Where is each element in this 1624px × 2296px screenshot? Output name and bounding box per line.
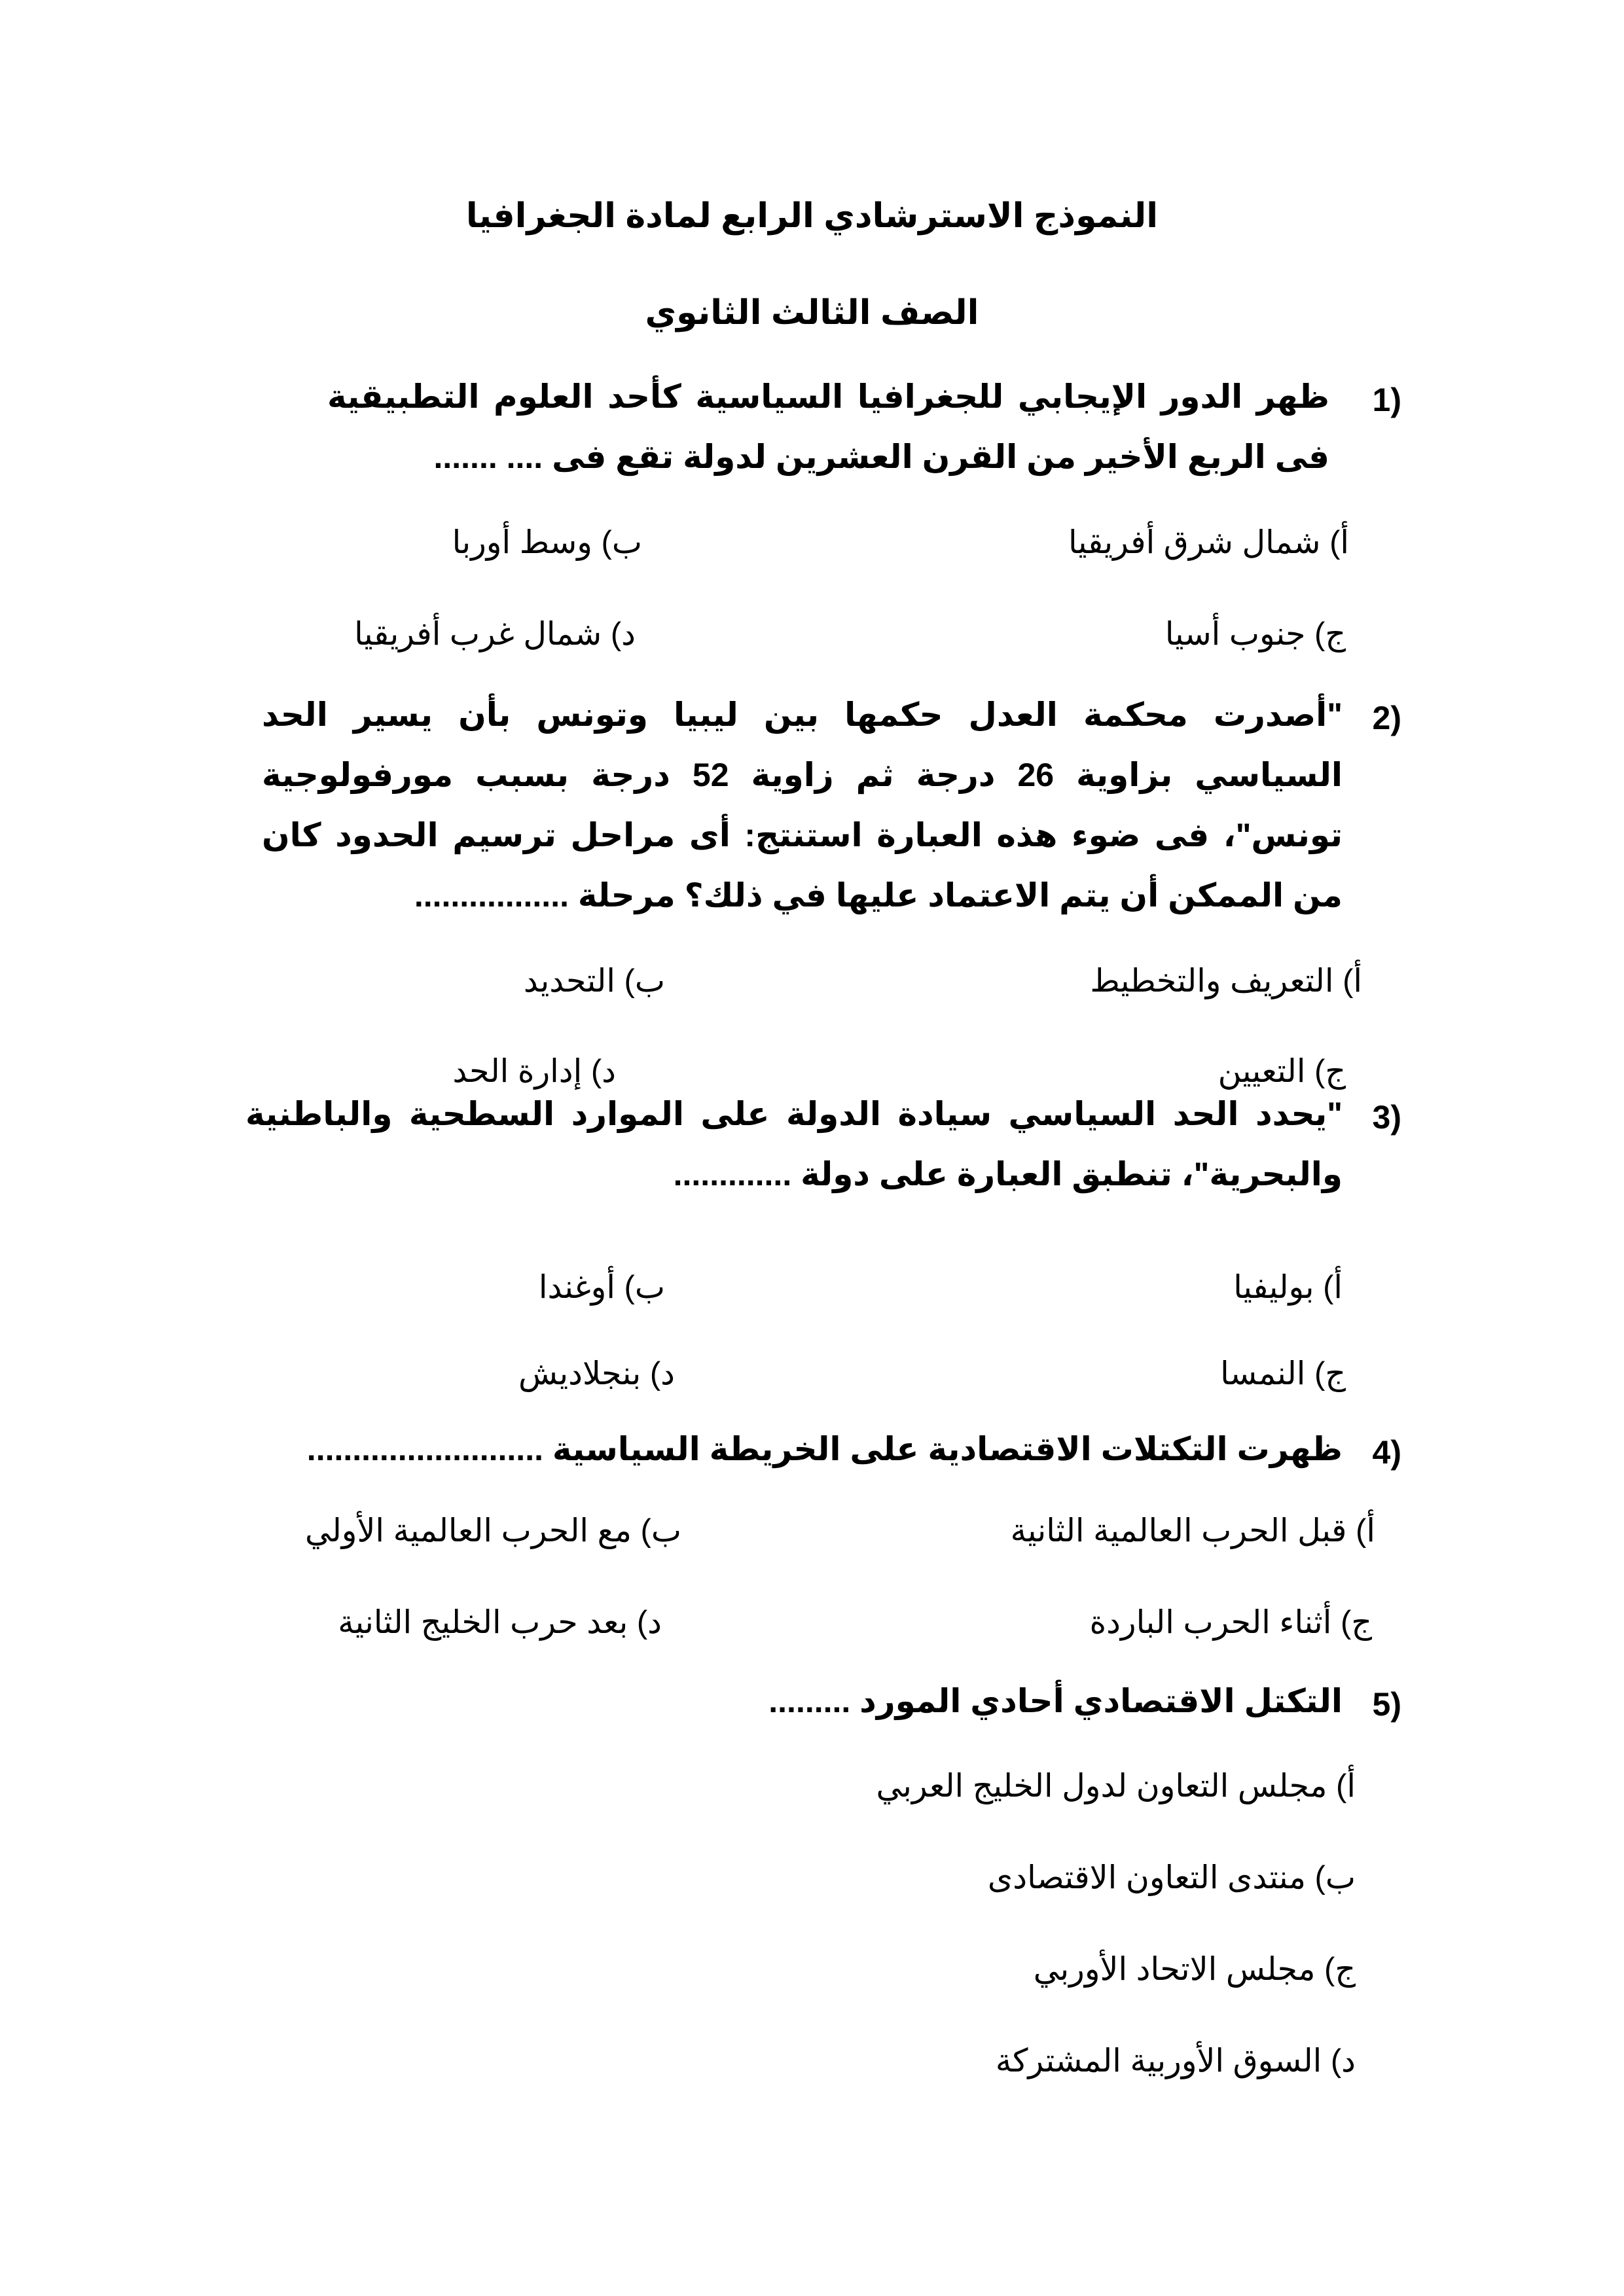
question-text: التكتل الاقتصادي أحادي المورد ......... [768,1683,1343,1719]
option-b: ب) أوغندا [538,1270,665,1305]
question-2 [262,696,1401,948]
option-b: ب) وسط أوربا [452,525,642,560]
page-subtitle: الصف الثالث الثانوي [645,294,979,332]
option-a: أ) شمال شرق أفريقيا [1068,525,1349,560]
question-text: "أصدرت محكمة العدل حكمها بين ليبيا وتونس بأن يسير الحد السياسي بزاوية 26 درجة ثم زاوية 52 درجة بسبب مورفولوجية تونس"، فى ضوء هذه العبارة استنتج: أى مراحل ترسيم الحدود كان من الممكن أن يتم الاعتماد عليها في ذلك؟ مرحلة ................. [262,696,1343,914]
question-text: ظهر الدور الإيجابي للجغرافيا السياسية كأحد العلوم التطبيقية فى الربع الأخير من القرن العشرين لدولة تقع فى .... ....... [327,378,1329,475]
option-c: ج) جنوب أسيا [1164,617,1346,652]
question-number: 5) [1372,1686,1401,1723]
option-d: د) السوق الأوربية المشتركة [995,2043,1356,2079]
question-text: ظهرت التكتلات الاقتصادية على الخريطة السياسية .......................... [306,1431,1343,1467]
option-c: ج) التعيين [1218,1054,1346,1089]
option-a: أ) التعريف والتخطيط [1090,963,1362,999]
option-d: د) بعد حرب الخليج الثانية [338,1605,662,1640]
option-c: ج) النمسا [1220,1356,1346,1391]
option-b: ب) منتدى التعاون الاقتصادى [987,1860,1356,1895]
question-3 [245,1098,1401,1223]
question-number: 4) [1372,1434,1401,1471]
option-b: ب) مع الحرب العالمية الأولي [305,1513,681,1549]
option-d: د) إدارة الحد [452,1054,616,1089]
page-title: النموذج الاسترشادي الرابع لمادة الجغرافيا [465,197,1159,235]
option-b: ب) التحديد [523,963,665,999]
option-c: ج) أثناء الحرب الباردة [1089,1605,1372,1640]
question-number: 2) [1372,700,1401,736]
question-text: "يحدد الحد السياسي سيادة الدولة على الموارد السطحية والباطنية والبحرية"، تنطبق العبارة على دولة ............. [245,1096,1343,1193]
question-5 [655,1685,1401,1744]
question-number: 1) [1372,382,1401,418]
question-number: 3) [1372,1099,1401,1136]
option-d: د) بنجلاديش [518,1356,675,1391]
option-d: د) شمال غرب أفريقيا [354,617,636,652]
question-1 [301,378,1401,505]
option-c: ج) مجلس الاتحاد الأوربي [1033,1952,1356,1987]
option-a: أ) قبل الحرب العالمية الثانية [1010,1513,1375,1549]
option-a: أ) مجلس التعاون لدول الخليج العربي [876,1768,1356,1804]
question-4 [262,1433,1401,1492]
option-a: أ) بوليفيا [1233,1270,1343,1305]
